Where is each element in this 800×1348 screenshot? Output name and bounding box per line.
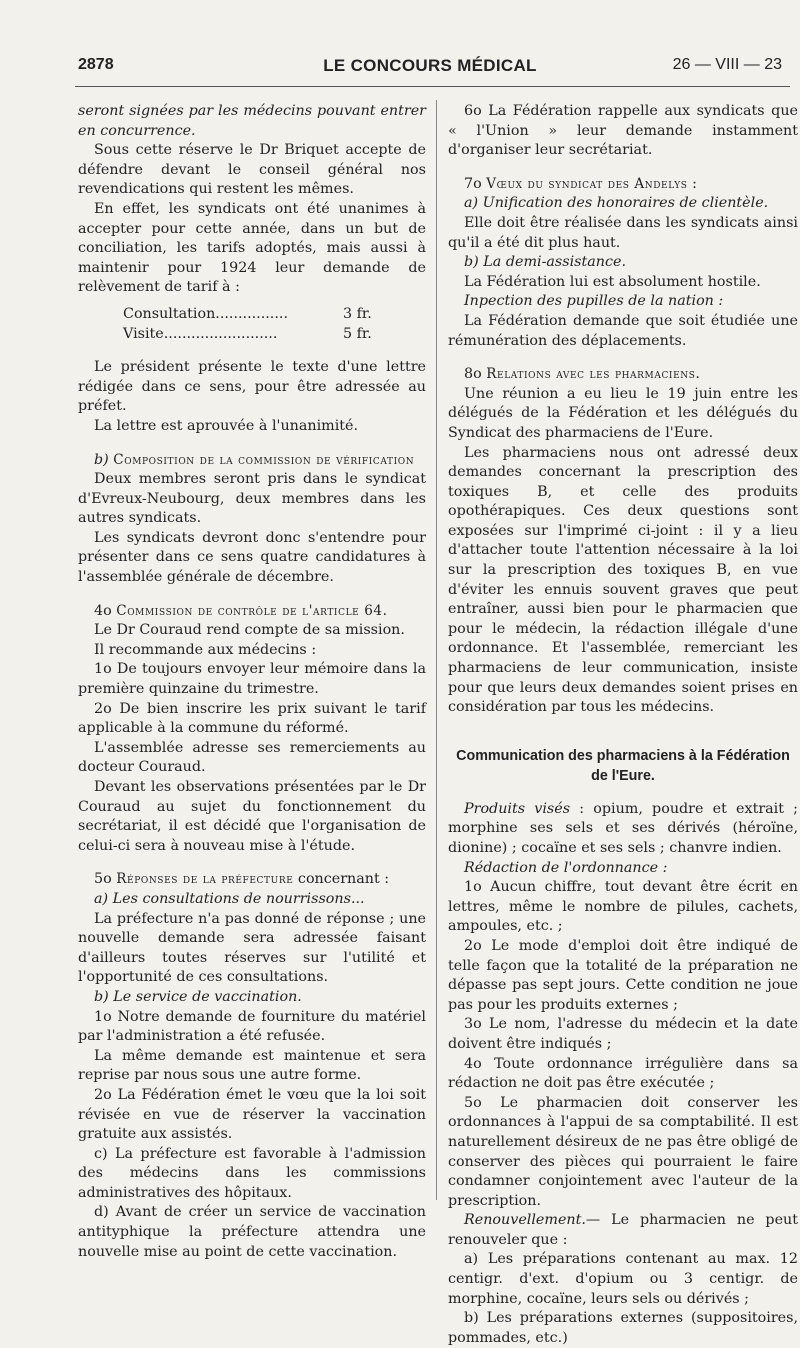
paragraph: La même demande est maintenue et sera reprise par nous sous une autre forme. (78, 1047, 426, 1084)
list-item: 4o Toute ordonnance irrégulière dans sa rédaction ne doit pas être exécutée ; (448, 1055, 798, 1092)
paragraph: seront signées par les médecins pouvant entrer en concurrence. (78, 103, 426, 139)
paragraph: d) Avant de créer un service de vaccination antityphique la préfecture attendra une nouvelle mise au point de cette vaccination. (78, 1204, 426, 1260)
paragraph: Renouvellement.— Le pharmacien ne peut renouveler que : (448, 1212, 798, 1248)
journal-title: LE CONCOURS MÉDICAL (323, 56, 537, 75)
paragraph: Devant les observations présentées par le Dr Couraud au sujet du fonctionnement du secrétariat, il est décidé que l'organisation de celui-ci sera à nouveau mise à l'étude. (78, 779, 426, 854)
paragraph: c) La préfecture est favorable à l'admission des médecins dans les commissions administratives des hôpitaux. (78, 1145, 426, 1201)
page-header (78, 56, 782, 80)
paragraph: Elle doit être réalisée dans les syndicats ainsi qu'il a été dit plus haut. (448, 214, 798, 251)
paragraph: 1o Notre demande de fourniture du matériel par l'administration a été refusée. (78, 1008, 426, 1045)
paragraph: La préfecture n'a pas donné de réponse ; une nouvelle demande sera adressée faisant d'ailleurs toutes réserves sur l'utilité et l'opportunité de ces consultations. (78, 910, 426, 986)
list-item: 5o Le pharmacien doit conserver les ordonnances à l'appui de sa comptabilité. Il est naturellement désireux de ne pas être obligé de conserver des pièces qui pourraient le faire condamner conjointement avec l'auteur de la prescription. (448, 1094, 798, 1209)
paragraph: La lettre est aprouvée à l'unanimité. (94, 417, 359, 434)
paragraph: Une réunion a eu lieu le 19 juin entre les délégués de la Fédération et les délégués du Syndicat des pharmaciens de l'Eure. (448, 385, 798, 441)
column-divider (436, 100, 437, 1200)
paragraph: La Fédération demande que soit étudiée une rémunération des déplacements. (448, 312, 798, 349)
paragraph: La Fédération lui est absolument hostile. (464, 273, 761, 290)
subheading: Rédaction de l'ordonnance : (464, 859, 668, 876)
paragraph: 2o De bien inscrire les prix suivant le tarif applicable à la commune du réformé. (78, 700, 426, 737)
paragraph: Les syndicats devront donc s'entendre pour présenter dans ce sens quatre candidatures à l'assemblée générale de décembre. (78, 529, 426, 586)
paragraph: Le président présente le texte d'une lettre rédigée dans ce sens, pour être adressée au préfet. (78, 359, 426, 415)
list-item: b) Les préparations externes (suppositoires, pommades, etc.) (448, 1310, 798, 1346)
issue-date: 26 — VIII — 23 (672, 56, 782, 73)
paragraph: Les pharmaciens nous ont adressé deux demandes concernant la prescription des toxiques B, et celle des produits opothérapiques. Ces deux questions sont exposées sur l'imprimé ci-joint : il y a lieu d'attacher toute l'attention nécessaire à la loi sur la prescription des toxiques B, en vue d'éviter les ennuis souvent graves que peut entraîner, aussi bien pour le pharmacien que pour le médecin, la rédaction illégale d'une ordonnance. Et l'assemblée, remerciant les pharmaciens de leur communication, insiste pour que leurs deux demandes soient prises en considération par tous les médecins. (448, 444, 798, 716)
list-item: a) Les préparations contenant au max. 12 centigr. d'ext. d'opium ou 3 centigr. de morphine, cocaïne, leurs sels ou dérivés ; (448, 1251, 798, 1307)
section-heading-8: 8o Relations avec les pharmaciens. (464, 366, 701, 383)
paragraph: 2o La Fédération émet le vœu que la loi soit révisée en vue de réserver la vaccination gratuite aux assistés. (78, 1086, 426, 1143)
right-column (448, 102, 798, 1348)
paragraph: Sous cette réserve le Dr Briquet accepte de défendre devant le conseil général nos revendications qui restent les mêmes. (78, 142, 426, 198)
list-item: 3o Le nom, l'adresse du médecin et la date doivent être indiqués ; (448, 1016, 798, 1052)
list-item: 1o Aucun chiffre, tout devant être écrit en lettres, même le nombre de pilules, cachets, ampoules, etc. ; (448, 879, 798, 935)
subheading: a) Unification des honoraires de clientèle. (464, 195, 769, 212)
paragraph: 1o De toujours envoyer leur mémoire dans la première quinzaine du trimestre. (78, 661, 426, 698)
left-column (78, 102, 426, 1262)
paragraph: Il recommande aux médecins : (94, 641, 317, 658)
subheading: a) Les consultations de nourrissons... (94, 890, 365, 907)
section-heading-7: 7o Vœux du syndicat des Andelys : (464, 175, 697, 192)
section-heading-b: b) Composition de la commission de vérification (94, 451, 415, 468)
paragraph: Le Dr Couraud rend compte de sa mission. (94, 622, 405, 639)
paragraph: Produits visés : opium, poudre et extrait ; morphine ses sels et ses dérivés (héroïne, dionine) ; cocaïne et ses sels ; chanvre indien. (448, 800, 798, 856)
paragraph: En effet, les syndicats ont été unanimes à accepter pour cette année, dans un but de conciliation, les tarifs adoptés, mais aussi à maintenir pour 1924 leur demande de relèvement de tarif à : (78, 200, 426, 296)
subheading: b) Le service de vaccination. (94, 988, 302, 1005)
paragraph: L'assemblée adresse ses remerciements au docteur Couraud. (78, 739, 426, 776)
paragraph: Deux membres seront pris dans le syndicat d'Evreux-Neubourg, deux membres dans les autres syndicats. (78, 471, 426, 527)
tarif-row-consultation: Consultation................ 3 fr. (123, 305, 372, 322)
tarif-row-visite: Visite......................... 5 fr. (123, 325, 372, 342)
header-rule (75, 86, 790, 87)
page-number: 2878 (78, 56, 114, 73)
section-heading-5: 5o Réponses de la préfecture concernant : (94, 871, 390, 888)
section-heading-4: 4o Commission de contrôle de l'article 64. (94, 602, 388, 619)
article-heading: Communication des pharmaciens à la Fédération de l'Eure. (456, 747, 790, 784)
paragraph: 6o La Fédération rappelle aux syndicats que « l'Union » leur demande instamment d'organiser leur secrétariat. (448, 103, 798, 159)
subheading: b) La demi-assistance. (464, 254, 627, 271)
subheading: Inpection des pupilles de la nation : (464, 293, 724, 310)
list-item: 2o Le mode d'emploi doit être indiqué de telle façon que la totalité de la préparation ne dépasse pas sept jours. Cette condition ne joue pas pour les produits externes ; (448, 937, 798, 1013)
